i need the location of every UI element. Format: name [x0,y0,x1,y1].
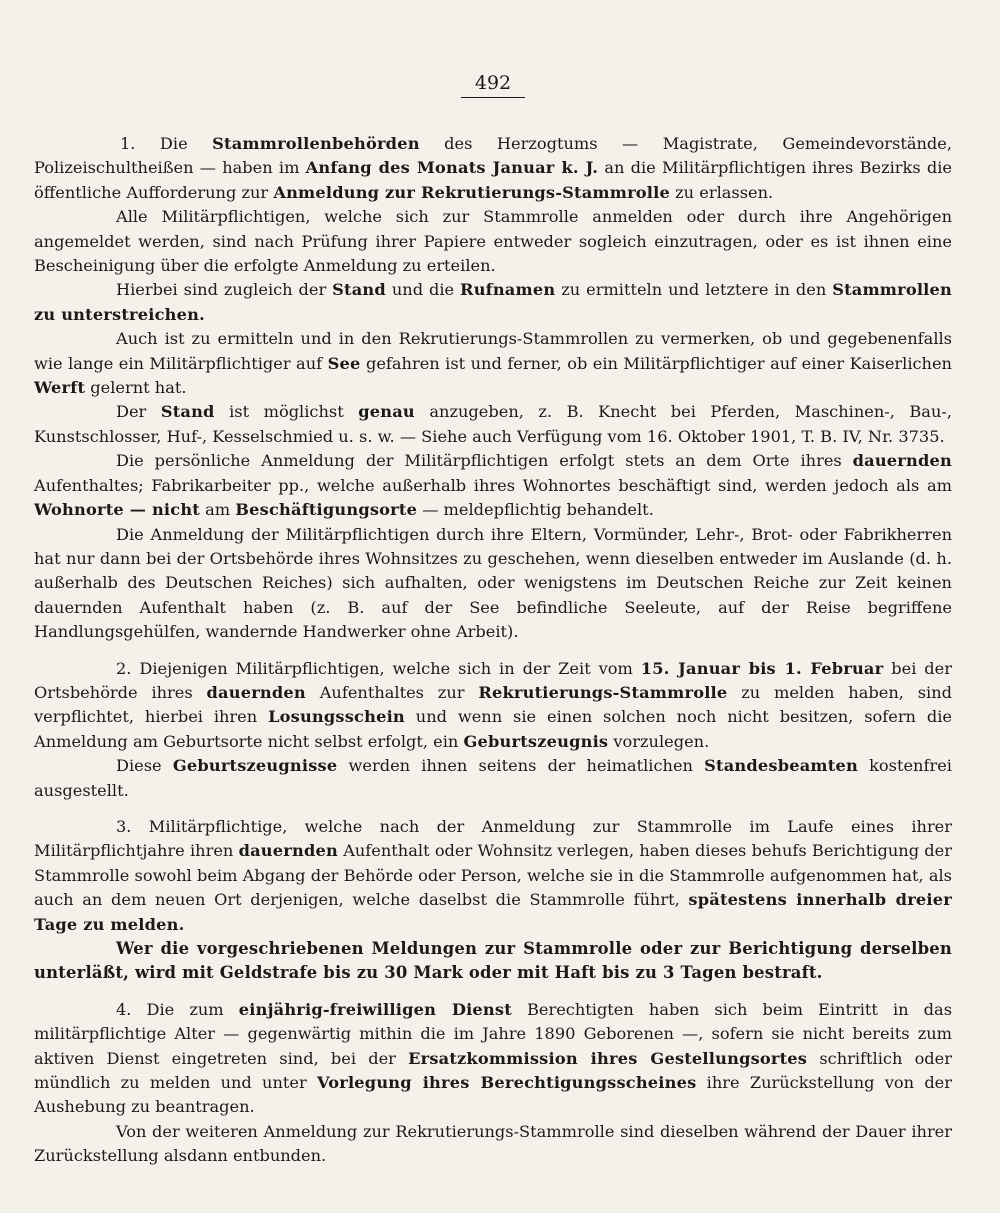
text-run: Diese [116,756,173,776]
text-run: schriftlich oder mündlich zu melden und unter [34,1048,952,1093]
page-number [34,72,952,98]
text-run: 2. Diejenigen Militärpflichtigen, welche sich in der Zeit vom [116,658,641,678]
text-run: Die persönliche Anmeldung der Militärpflichtigen erfolgt stets an dem Orte ihres [116,451,853,471]
text-run: 3. Militärpflichtige, welche nach der Anmeldung zur Stammrolle im Laufe eines ihrer Militärpflichtjahre ihren [34,816,952,861]
text-run: anzugeben, z. B. Knecht bei Pferden, Maschinen-, Bau-, Kunstschlosser, Huf-, Kesselschmied u. s. w. — Siehe auch Verfügung vom 16. Oktober 1901, T. B. IV, Nr. 3735. [34,402,952,446]
paragraph-1 [34,132,952,205]
paragraph-2 [34,205,952,278]
emphasized-text: Stand [160,402,215,422]
text-run: gefahren ist und ferner, ob ein Militärpflichtiger auf einer Kaiserlichen [360,353,952,373]
paragraph-7 [34,523,952,645]
emphasized-text: Wer die vorgeschriebenen Meldungen zur Stammrolle oder zur Berichtigung derselben unterläßt, wird mit Geldstrafe bis zu 30 Mark oder mit Haft bis zu 3 Tagen bestraft. [34,939,952,983]
text-run: ist möglichst [214,402,359,422]
text-run: gelernt hat. [85,378,187,398]
text-run: zu ermitteln und letztere in den [555,280,833,300]
emphasized-text: Vorlegung ihres Berechtigungsscheines [316,1073,697,1093]
emphasized-text: Beschäftigungsorte [235,500,418,520]
text-run: vorzulegen. [608,731,710,751]
emphasized-text: spätestens innerhalb dreier Tage zu melden. [34,890,952,934]
text-run: zu erlassen. [670,182,774,202]
emphasized-text: Standesbeamten [704,756,858,776]
paragraph-12 [34,998,952,1120]
text-run: bei der Ortsbehörde ihres [34,658,952,702]
paragraph-10 [34,815,952,937]
text-run: zu melden haben, sind verpflichtet, hierbei ihren [34,682,952,727]
emphasized-text: einjährig-freiwilligen Dienst [238,999,512,1019]
page-number-text: 492 [461,72,525,98]
text-run: des Herzogtums — Magistrate, Gemeindevorstände, Polizeischultheißen — haben im [34,134,952,178]
paragraph-13 [34,1120,952,1169]
text-run: an die Militärpflichtigen ihres Bezirks die öffentliche Aufforderung zur [34,158,952,202]
text-run: Aufenthaltes zur [305,682,479,702]
paragraph-8 [34,657,952,755]
emphasized-text: dauernden [238,841,338,861]
body-text [34,132,952,1169]
paragraph-9 [34,754,952,803]
text-run: Von der weiteren Anmeldung zur Rekrutierungs-Stammrolle sind dieselben während der Dauer ihrer Zurückstellung alsdann entbunden. [34,1121,952,1166]
text-run: Auch ist zu ermitteln und in den Rekrutierungs-Stammrollen zu vermerken, ob und gegebenenfalls wie lange ein Militärpflichtiger auf [34,329,952,373]
emphasized-text: Geburtszeugnisse [172,756,338,776]
emphasized-text: Anmeldung zur Rekrutierungs-Stammrolle [273,182,670,202]
text-run: werden ihnen seitens der heimatlichen [337,756,705,776]
emphasized-text: Rekrutierungs-Stammrolle [478,682,728,702]
emphasized-text: Stammrollenbehörden [212,134,420,153]
emphasized-text: See [327,353,361,373]
text-run: am [199,500,236,520]
paragraph-5 [34,400,952,449]
text-run: Die Anmeldung der Militärpflichtigen durch ihre Eltern, Vormünder, Lehr-, Brot- oder Fabrikherren hat nur dann bei der Ortsbehörde ihres Wohnsitzes zu geschehen, wenn dieselben entweder im Auslande (d. h. außerhalb des Deutschen Reiches) sich aufhalten, oder wenigstens im Deutschen Reiche zur Zeit keinen dauernden Aufenthalt haben (z. B. auf der See befindliche Seeleute, auf der Reise begriffene Handlungsgehülfen, wandernde Handwerker ohne Arbeit). [34,524,952,642]
emphasized-text: Anfang des Monats Januar k. J. [305,158,599,178]
text-run: Der [116,402,161,422]
emphasized-text: genau [358,402,415,422]
text-run: ihre Zurückstellung von der Aushebung zu beantragen. [34,1073,953,1117]
text-run: Berechtigten haben sich beim Eintritt in das militärpflichtige Alter — gegenwärtig mithin die im Jahre 1890 Geborenen —, sofern sie nicht bereits zum aktiven Dienst eingetreten sind, bei der [34,999,953,1068]
text-run: — meldepflichtig behandelt. [417,500,654,520]
emphasized-text: Werft [34,378,86,398]
emphasized-text: Stammrollen zu unterstreichen. [34,280,952,324]
text-run: und wenn sie einen solchen noch nicht besitzen, sofern die Anmeldung am Geburtsorte nicht selbst erfolgt, ein [34,707,952,751]
emphasized-text: dauernden [852,451,952,471]
emphasized-text: 15. Januar bis 1. Februar [640,658,884,678]
paragraph-4 [34,327,952,400]
text-run: Aufenthalt oder Wohnsitz verlegen, haben dieses behufs Berichtigung der Stammrolle sowohl beim Abgang der Behörde oder Person, welche sie in die Stammrolle aufgenommen hat, als auch an dem neuen Ort derjenigen, welche daselbst die Stammrolle führt, [34,841,952,910]
emphasized-text: Stand [332,280,386,300]
text-run: 1. Die [120,134,213,153]
paragraph-3 [34,278,952,327]
text-run: und die [385,280,461,300]
text-run: 4. Die zum [116,999,239,1019]
text-run: Aufenthaltes; Fabrikarbeiter pp., welche außerhalb ihres Wohnortes beschäftigt sind, werden jedoch als am [34,475,952,495]
paragraph-11 [34,937,952,986]
emphasized-text: Ersatzkommission ihres Gestellungsortes [408,1048,808,1068]
emphasized-text: Rufnamen [460,280,556,300]
paragraph-6 [34,449,952,522]
emphasized-text: Geburtszeugnis [463,731,609,751]
emphasized-text: Losungsschein [268,707,405,727]
emphasized-text: dauernden [206,682,306,702]
emphasized-text: Wohnorte — nicht [34,500,200,520]
text-run: Hierbei sind zugleich der [116,280,333,300]
text-run: kostenfrei ausgestellt. [34,756,952,800]
text-run: Alle Militärpflichtigen, welche sich zur Stammrolle anmelden oder durch ihre Angehörigen angemeldet werden, sind nach Prüfung ihrer Papiere entweder sogleich einzutragen, oder es ist ihnen eine Bescheinigung über die erfolgte Anmeldung zu erteilen. [34,207,952,276]
